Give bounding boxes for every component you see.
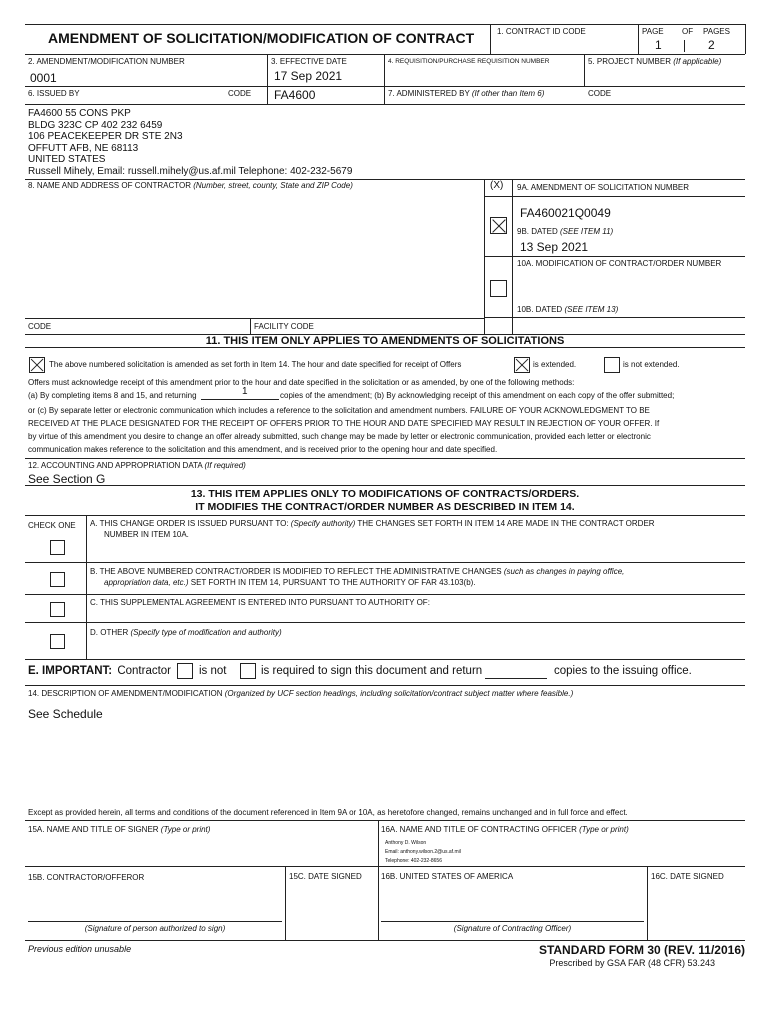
option-c-checkbox[interactable] xyxy=(50,602,65,617)
item15c-label: 15C. DATE SIGNED xyxy=(289,872,362,881)
item8-label: 8. NAME AND ADDRESS OF CONTRACTOR (Number, street, county, State and ZIP Code) xyxy=(28,181,353,190)
is-extended-checkbox[interactable] xyxy=(514,357,530,373)
contractor-signature-line[interactable] xyxy=(28,921,282,922)
is-extended-label: is extended. xyxy=(533,360,577,369)
page-value: 1 xyxy=(655,38,662,52)
officer-signature-caption: (Signature of Contracting Officer) xyxy=(453,924,572,933)
copies-label: copies to the issuing office. xyxy=(554,665,692,677)
item9b-label: 9B. DATED (SEE ITEM 11) xyxy=(517,227,614,236)
issued-by-code[interactable]: FA4600 xyxy=(274,88,316,102)
item3-label: 3. EFFECTIVE DATE xyxy=(271,57,347,66)
option-b-line2: appropriation data, etc.) SET FORTH IN ITEM 14, PURSUANT TO THE AUTHORITY OF FAR 43.103(b). xyxy=(104,578,476,587)
item11-line5: RECEIVED AT THE PLACE DESIGNATED FOR THE RECEIPT OF OFFERS PRIOR TO THE HOUR AND DATE SPECIFIED MAY RESULT IN REJECTION OF YOUR OFFER. If xyxy=(28,419,660,428)
accounting-data[interactable]: See Section G xyxy=(28,472,106,486)
option-a-checkbox[interactable] xyxy=(50,540,65,555)
amendment-number[interactable]: 0001 xyxy=(30,71,57,85)
solicitation-amended-checkbox[interactable] xyxy=(29,357,45,373)
solicitation-number[interactable]: FA460021Q0049 xyxy=(520,206,611,220)
x-column-label: (X) xyxy=(490,180,504,191)
item10b-label: 10B. DATED (SEE ITEM 13) xyxy=(517,305,619,314)
item11-statement: The above numbered solicitation is amended as set forth in Item 14. The hour and date specified for receipt of Offers xyxy=(49,360,462,369)
is-not-extended-checkbox[interactable] xyxy=(604,357,620,373)
option-d-checkbox[interactable] xyxy=(50,634,65,649)
item11-header: 11. THIS ITEM ONLY APPLIES TO AMENDMENTS OF SOLICITATIONS xyxy=(205,335,565,347)
option-c-label: C. THIS SUPPLEMENTAL AGREEMENT IS ENTERED INTO PURSUANT TO AUTHORITY OF: xyxy=(90,598,430,607)
item10a-label: 10A. MODIFICATION OF CONTRACT/ORDER NUMBER xyxy=(517,259,722,268)
copies-blank[interactable] xyxy=(485,678,547,679)
is-required-label: is required to sign this document and return xyxy=(261,665,483,677)
contractor-is-not-checkbox[interactable] xyxy=(177,663,193,679)
item11-line6: by virtue of this amendment you desire to change an offer already submitted, such change may be made by letter or electronic communication, provided each letter or electronic xyxy=(28,432,651,441)
except-statement: Except as provided herein, all terms and conditions of the document referenced in Item 9A or 10A, as heretofore changed, remains unchanged and in full force and effect. xyxy=(28,808,628,817)
item6-label: 6. ISSUED BY xyxy=(28,89,80,98)
option-d-label: D. OTHER (Specify type of modification and authority) xyxy=(90,628,282,637)
is-not-extended-label: is not extended. xyxy=(623,360,680,369)
item5-label: 5. PROJECT NUMBER (If applicable) xyxy=(588,57,722,66)
contractor-code-label: CODE xyxy=(28,322,52,331)
solicitation-date[interactable]: 13 Sep 2021 xyxy=(520,240,589,254)
item14-label: 14. DESCRIPTION OF AMENDMENT/MODIFICATION (Organized by UCF section headings, including solicitation/contract subject matter where feasible.) xyxy=(28,689,574,698)
item16a-label: 16A. NAME AND TITLE OF CONTRACTING OFFICER (Type or print) xyxy=(381,825,629,834)
facility-code-label: FACILITY CODE xyxy=(254,322,314,331)
item10-checkbox[interactable] xyxy=(490,280,507,297)
description-value[interactable]: See Schedule xyxy=(28,707,103,721)
item9-checkbox[interactable] xyxy=(490,217,507,234)
is-not-label: is not xyxy=(199,665,227,677)
standard-form-label: STANDARD FORM 30 (REV. 11/2016) xyxy=(538,943,745,957)
pages-value: 2 xyxy=(708,38,715,52)
copies-returned-value[interactable]: 1 xyxy=(242,386,248,397)
item7-code-label: CODE xyxy=(588,89,612,98)
item4-label: 4. REQUISITION/PURCHASE REQUISITION NUMBER xyxy=(388,58,550,65)
item11-line7: communication makes reference to the solicitation and this amendment, and is received prior to the opening hour and date specified. xyxy=(28,445,498,454)
item11-line4: or (c) By separate letter or electronic communication which includes a reference to the solicitation and amendment numbers. FAILURE OF YOUR ACKNOWLEDGMENT TO BE xyxy=(28,406,650,415)
item11-line3b: copies of the amendment; (b) By acknowledging receipt of this amendment on each copy of the offer submitted; xyxy=(280,391,675,400)
option-b-line1: B. THE ABOVE NUMBERED CONTRACT/ORDER IS MODIFIED TO REFLECT THE ADMINISTRATIVE CHANGES (such as changes in paying office, xyxy=(90,567,625,576)
item2-label: 2. AMENDMENT/MODIFICATION NUMBER xyxy=(28,57,185,66)
item15b-label: 15B. CONTRACTOR/OFFEROR xyxy=(28,873,145,882)
contract-id-label: 1. CONTRACT ID CODE xyxy=(497,27,586,36)
item16b-label: 16B. UNITED STATES OF AMERICA xyxy=(381,872,514,881)
pages-label: PAGES xyxy=(703,27,730,36)
contractor-is-required-checkbox[interactable] xyxy=(240,663,256,679)
previous-edition-note: Previous edition unusable xyxy=(28,944,132,954)
page-label: PAGE xyxy=(642,27,664,36)
form-title: AMENDMENT OF SOLICITATION/MODIFICATION OF CONTRACT xyxy=(48,30,475,46)
item16c-label: 16C. DATE SIGNED xyxy=(651,872,724,881)
officer-signature-line[interactable] xyxy=(381,921,644,922)
effective-date[interactable]: 17 Sep 2021 xyxy=(274,69,343,83)
contractor-signature-caption: (Signature of person authorized to sign) xyxy=(84,924,226,933)
issued-by-address: FA4600 55 CONS PKP BLDG 323C CP 402 232 6459 106 PEACEKEEPER DR STE 2N3 OFFUTT AFB, NE 68113 UNITED STATES Russell Mihely, Email: russell.mihely@us.af.mil Telephone: 402-232-5679 xyxy=(28,108,353,177)
item7-label: 7. ADMINISTERED BY (If other than Item 6) xyxy=(388,89,545,98)
item13-header: 13. THIS ITEM APPLIES ONLY TO MODIFICATIONS OF CONTRACTS/ORDERS. IT MODIFIES THE CONTRACT/ORDER NUMBER AS DESCRIBED IN ITEM 14. xyxy=(190,488,580,513)
option-b-checkbox[interactable] xyxy=(50,572,65,587)
of-label: OF xyxy=(682,27,694,36)
item11-line2: Offers must acknowledge receipt of this amendment prior to the hour and date specified in the solicitation or as amended, by one of the following methods: xyxy=(28,378,575,387)
item11-line3a: (a) By completing items 8 and 15, and returning xyxy=(28,391,197,400)
form-top-border xyxy=(25,24,745,25)
contracting-officer-info: Anthony D. Wilson Email: anthony.wilson.2@us.af.mil Telephone: 402-232-8656 xyxy=(385,840,461,864)
item12-label: 12. ACCOUNTING AND APPROPRIATION DATA (If required) xyxy=(28,461,246,470)
prescribed-by-label: Prescribed by GSA FAR (48 CFR) 53.243 xyxy=(549,958,715,968)
option-a-line2: NUMBER IN ITEM 10A. xyxy=(104,530,189,539)
item6-code-label: CODE xyxy=(228,89,252,98)
item9a-label: 9A. AMENDMENT OF SOLICITATION NUMBER xyxy=(517,183,690,192)
option-a-line1: A. THIS CHANGE ORDER IS ISSUED PURSUANT TO: (Specify authority) THE CHANGES SET FORTH IN ITEM 14 ARE MADE IN THE CONTRACT ORDER xyxy=(90,519,655,528)
check-one-label: CHECK ONE xyxy=(28,521,76,530)
item15a-label: 15A. NAME AND TITLE OF SIGNER (Type or print) xyxy=(28,825,211,834)
important-line: E. IMPORTANT: Contractor xyxy=(28,665,172,677)
divider xyxy=(490,24,491,54)
